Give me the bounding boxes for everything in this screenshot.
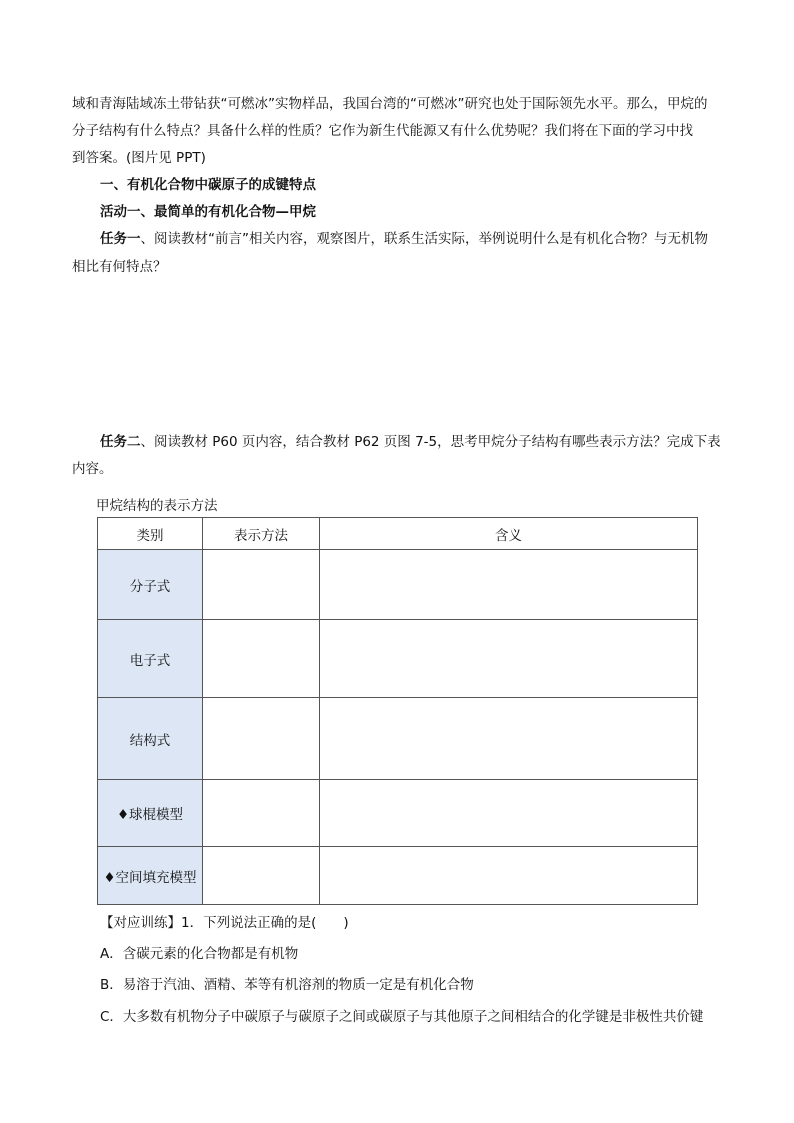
row-method-cell[interactable] [203,620,320,698]
activity-heading: 活动一、最简单的有机化合物—甲烷 [100,204,316,220]
row-category: 电子式 [98,620,203,698]
table-caption: 甲烷结构的表示方法 [96,498,218,514]
table-row [98,698,698,780]
exercise-prompt: 【对应训练】1．下列说法正确的是( ) [100,915,349,931]
task2-line-2: 内容。 [72,461,113,477]
table-row [98,847,698,905]
row-meaning-cell[interactable] [320,698,698,780]
row-meaning-cell[interactable] [320,847,698,905]
row-category: ♦球棍模型 [98,780,203,847]
section-heading: 一、有机化合物中碳原子的成键特点 [100,177,316,193]
exercise-option-a: A．含碳元素的化合物都是有机物 [100,946,299,962]
table-header-row [98,518,698,550]
task1-line-1 [100,229,708,249]
task2-text: 、阅读教材 P60 页内容，结合教材 P62 页图 7-5，思考甲烷分子结构有哪些表示方法？完成下表 [140,434,721,450]
row-meaning-cell[interactable] [320,780,698,847]
row-method-cell[interactable] [203,550,320,620]
table-row [98,780,698,847]
task2-label: 任务二 [100,434,141,450]
row-meaning-cell[interactable] [320,620,698,698]
header-method: 表示方法 [203,518,320,550]
row-method-cell[interactable] [203,780,320,847]
row-meaning-cell[interactable] [320,550,698,620]
row-category: 分子式 [98,550,203,620]
intro-line-3: 到答案。(图片见 PPT) [72,150,206,166]
intro-line-2: 分子结构有什么特点？具备什么样的性质？它作为新生代能源又有什么优势呢？我们将在下面的学习中找 [72,123,693,139]
task2-line-1 [100,432,721,452]
task1-line-2: 相比有何特点？ [72,259,167,275]
exercise-option-b: B．易溶于汽油、酒精、苯等有机溶剂的物质一定是有机化合物 [100,977,474,993]
header-category: 类别 [98,518,203,550]
exercise-option-c: C．大多数有机物分子中碳原子与碳原子之间或碳原子与其他原子之间相结合的化学键是非极性共价键 [100,1009,704,1025]
row-category: 结构式 [98,698,203,780]
table-row [98,550,698,620]
task1-text: 、阅读教材“前言”相关内容，观察图片，联系生活实际，举例说明什么是有机化合物？与无机物 [140,231,708,247]
row-category: ♦空间填充模型 [98,847,203,905]
row-method-cell[interactable] [203,847,320,905]
table-row [98,620,698,698]
task1-label: 任务一 [100,231,141,247]
intro-line-1: 域和青海陆域冻土带钻获“可燃冰”实物样品，我国台湾的“可燃冰”研究也处于国际领先水平。那么，甲烷的 [72,96,708,112]
row-method-cell[interactable] [203,698,320,780]
header-meaning: 含义 [320,518,698,550]
methane-structure-table [97,517,698,905]
